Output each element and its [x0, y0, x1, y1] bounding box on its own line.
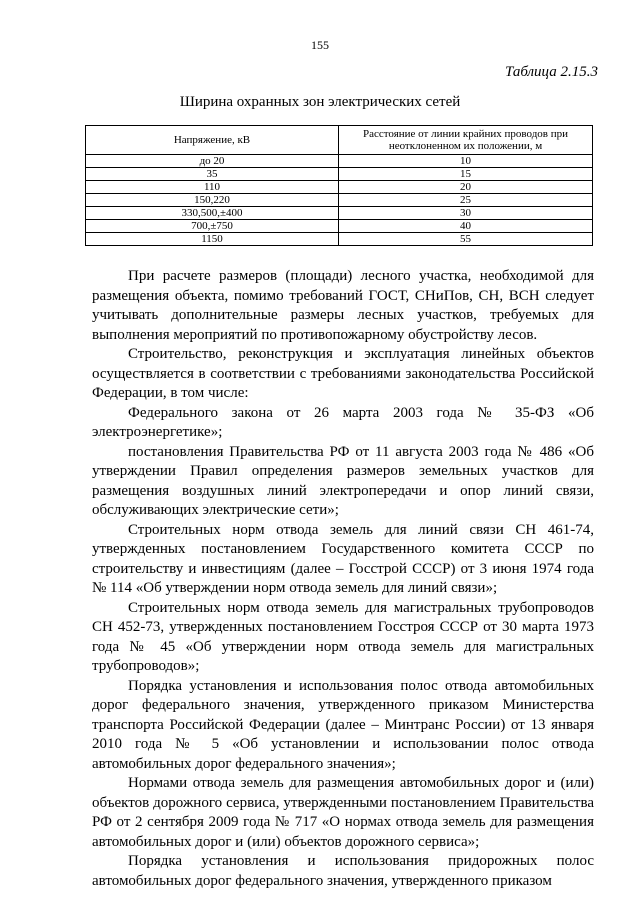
protection-zones-table [85, 125, 593, 246]
table-header-row [86, 126, 593, 155]
cell-distance: 10 [339, 155, 593, 168]
cell-voltage: до 20 [86, 155, 339, 168]
cell-voltage: 150,220 [86, 194, 339, 207]
paragraph: Строительных норм отвода земель для линий связи СН 461-74, утвержденных постановлением Государственного комитета СССР по строительству и инвестициям (далее – Госстрой СССР) от 3 июня 1974 года № 114 «Об утверждении норм отвода земель для линий связи»; [92, 521, 594, 596]
body-text [92, 267, 594, 891]
cell-voltage: 1150 [86, 233, 339, 246]
paragraph: Порядка установления и использования придорожных полос автомобильных дорог федерального значения, утвержденного приказом [92, 853, 594, 889]
cell-voltage: 110 [86, 181, 339, 194]
cell-voltage: 330,500,±400 [86, 207, 339, 220]
table-row [86, 233, 593, 246]
table-row [86, 207, 593, 220]
cell-voltage: 35 [86, 168, 339, 181]
header-voltage: Напряжение, кВ [86, 126, 339, 155]
paragraph: Строительство, реконструкция и эксплуатация линейных объектов осуществляется в соответствии с требованиями законодательства Российской Федерации, в том числе: [92, 346, 594, 401]
table-row [86, 168, 593, 181]
table-label: Таблица 2.15.3 [505, 64, 598, 80]
paragraph: Нормами отвода земель для размещения автомобильных дорог и (или) объектов дорожного сервиса, утвержденными постановлением Правительства РФ от 2 сентября 2009 года № 717 «О нормах отвода земель для размещения автомобильных дорог и (или) объектов дорожного сервиса»; [92, 775, 594, 850]
page-number: 155 [311, 38, 329, 52]
table-row [86, 194, 593, 207]
cell-distance: 55 [339, 233, 593, 246]
paragraph: При расчете размеров (площади) лесного участка, необходимой для размещения объекта, помимо требований ГОСТ, СНиПов, СН, ВСН следует учитывать дополнительные размеры лесных участков, требуемых для выполнения мероприятий по противопожарному обустройству лесов. [92, 268, 594, 343]
paragraph: Порядка установления и использования полос отвода автомобильных дорог федерального значения, утвержденного приказом Министерства транспорта Российской Федерации (далее – Минтранс России) от 13 января 2010 года № 5 «Об установлении и использовании полос отвода автомобильных дорог федерального значения»; [92, 677, 594, 772]
table-row [86, 181, 593, 194]
paragraph: Строительных норм отвода земель для магистральных трубопроводов СН 452-73, утвержденных постановлением Госстроя СССР от 30 марта 1973 года № 45 «Об утверждении норм отвода земель для магистральных трубопроводов»; [92, 599, 594, 674]
header-distance: Расстояние от линии крайних проводов при неотклоненном их положении, м [339, 126, 593, 155]
cell-distance: 25 [339, 194, 593, 207]
cell-distance: 15 [339, 168, 593, 181]
paragraph: постановления Правительства РФ от 11 августа 2003 года № 486 «Об утверждении Правил определения размеров земельных участков для размещения воздушных линий электропередачи и опор линий связи, обслуживающих электрические сети»; [92, 443, 594, 518]
table-title: Ширина охранных зон электрических сетей [179, 94, 461, 110]
cell-voltage: 700,±750 [86, 220, 339, 233]
paragraph: Федерального закона от 26 марта 2003 года № 35-ФЗ «Об электроэнергетике»; [92, 404, 594, 440]
cell-distance: 30 [339, 207, 593, 220]
table-row [86, 220, 593, 233]
cell-distance: 20 [339, 181, 593, 194]
cell-distance: 40 [339, 220, 593, 233]
table-row [86, 155, 593, 168]
